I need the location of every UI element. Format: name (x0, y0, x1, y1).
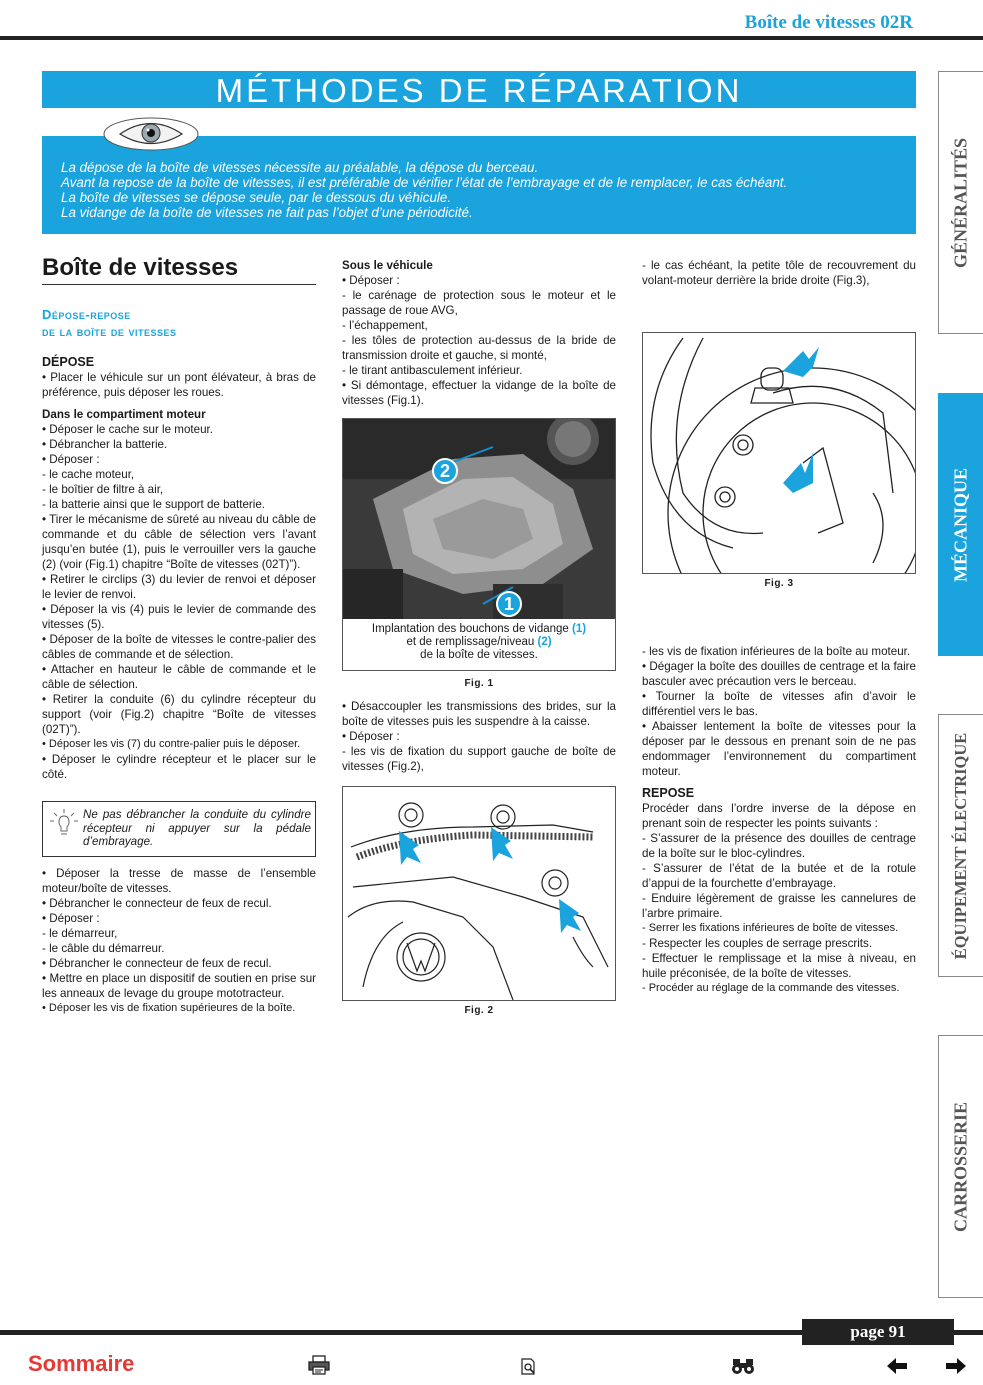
note-text: Ne pas débrancher la conduite du cylindre récepteur ni appuyer sur la pédale d’embrayage. (83, 808, 311, 848)
callout-1-label: 1 (503, 594, 514, 614)
paragraph: • Déposer le cylindre récepteur et le placer sur le côté. (42, 753, 316, 781)
figure-1-caption (343, 623, 615, 662)
column-1-bottom (42, 866, 316, 1016)
figure-2-label: Fig. 2 (464, 1005, 494, 1016)
paragraph: - les vis de fixation inférieures de la boîte au moteur. (642, 645, 911, 658)
column-3-top (642, 258, 916, 288)
paragraph: - S’assurer de la présence des douilles de centrage de la boîte sur le bloc-cylindres. (642, 832, 916, 860)
caption-text: et de remplissage/niveau (406, 636, 535, 648)
list-line: • Débrancher le connecteur de feux de recul. (42, 897, 272, 910)
list-line: • Déposer : (42, 453, 100, 466)
warning-note (42, 801, 316, 857)
list-line: • Débrancher la batterie. (42, 438, 168, 451)
column-1-top (42, 355, 316, 782)
list-line: - le cache moteur, (42, 468, 135, 481)
paragraph: • Déposer de la boîte de vitesses le contre-palier des câbles de commande et de sélection. (42, 633, 316, 661)
tab-label: GÉNÉRALITÉS (950, 137, 971, 268)
paragraph: • Placer le véhicule sur un pont élévateur, à bras de préférence, puis déposer les roues. (42, 371, 316, 399)
paragraph: • Tourner la boîte de vitesses afin d’avoir le différentiel vers le bas. (642, 690, 916, 718)
tab-carrosserie[interactable] (938, 1035, 983, 1298)
paragraph: • Mettre en place un dispositif de soutien en prise sur les anneaux de levage du groupe mototracteur. (42, 972, 316, 1000)
subtitle-line: de la boîte de vitesses (42, 324, 177, 339)
paragraph: • Abaisser lentement la boîte de vitesses pour la déposer par le dessous en prenant soin de ne pas endommager l’environnement du compartiment moteur. (642, 720, 916, 778)
gearbox-photo-image (343, 419, 615, 619)
figure-1-frame (342, 418, 616, 671)
callout-2-label: 2 (439, 461, 450, 481)
paragraph: • Retirer le circlips (3) du levier de renvoi et déposer le levier de renvoi. (42, 573, 316, 601)
intro-line: La vidange de la boîte de vitesses ne fait pas l’objet d’une périodicité. (61, 205, 473, 220)
list-line: • Déposer le cache sur le moteur. (42, 423, 213, 436)
paragraph: - les vis de fixation du support gauche de boîte de vitesses (Fig.2), (342, 745, 616, 773)
figure-3-frame (642, 332, 916, 574)
section-subtitle (42, 306, 176, 340)
section-title: Boîte de vitesses (42, 254, 316, 285)
binoculars-icon[interactable] (731, 1356, 755, 1376)
engine-bracket-drawing (343, 787, 615, 1000)
paragraph: - Respecter les couples de serrage prescrits. (642, 937, 873, 950)
subtitle-line: Dépose-repose (42, 307, 131, 322)
arrow-left-icon[interactable] (886, 1357, 908, 1375)
column-3-middle (642, 644, 916, 996)
paragraph: • Dégager la boîte des douilles de centrage et la faire basculer avec précaution vers le berceau. (642, 660, 916, 688)
tab-label: CARROSSERIE (950, 1101, 971, 1232)
paragraph: • Désaccoupler les transmissions des brides, sur la boîte de vitesses puis les suspendre à la caisse. (342, 700, 616, 728)
intro-line: La boîte de vitesses se dépose seule, par le dessous du véhicule. (61, 190, 452, 205)
eye-icon (102, 117, 200, 151)
list-line: • Déposer : (342, 730, 400, 743)
paragraph: • Attacher en hauteur le câble de commande et le câble de sélection. (42, 663, 316, 691)
column-2-middle (342, 699, 616, 774)
page-banner: MÉTHODES DE RÉPARATION (42, 71, 916, 108)
caption-marker-1: (1) (572, 623, 587, 635)
flywheel-cover-drawing (643, 333, 915, 573)
list-line: - la batterie ainsi que le support de batterie. (42, 498, 265, 511)
list-line: • Si démontage, effectuer la vidange de la boîte de vitesses (Fig.1). (342, 379, 616, 407)
lightbulb-icon (49, 808, 79, 838)
tab-generalites[interactable] (938, 71, 983, 334)
figure-2-frame (342, 786, 616, 1001)
depose-heading: DÉPOSE (42, 355, 95, 369)
intro-line: La dépose de la boîte de vitesses nécessite au préalable, la dépose du berceau. (61, 160, 539, 175)
list-line: - le tirant antibasculement inférieur. (342, 364, 523, 377)
list-line: - le carénage de protection sous le moteur et le passage de roue AVG, (342, 289, 616, 317)
figure-3-label: Fig. 3 (764, 578, 794, 589)
sommaire-link[interactable]: Sommaire (28, 1351, 135, 1376)
paragraph: • Déposer les vis (7) du contre-palier puis le déposer. (42, 738, 301, 750)
document-header-title: Boîte de vitesses 02R (744, 12, 913, 33)
paragraph: • Déposer la vis (4) puis le levier de commande des vitesses (5). (42, 603, 316, 631)
paragraph: - Effectuer le remplissage et la mise à niveau, en huile préconisée, de la boîte de vitesses. (642, 952, 916, 980)
figure-1-label: Fig. 1 (464, 678, 494, 689)
list-line: - le câble du démarreur. (42, 942, 165, 955)
caption-text: Implantation des bouchons de vidange (371, 623, 569, 635)
list-line: • Déposer : (342, 274, 400, 287)
list-line: - l’échappement, (342, 319, 428, 332)
paragraph: - Serrer les fixations inférieures de boîte de vitesses. (642, 922, 899, 934)
page-number: page 91 (802, 1319, 954, 1345)
paragraph: • Tirer le mécanisme de sûreté au niveau du câble de commande et du câble de sélection vers l’avant jusqu’en butée (1), puis le verrouiller vers la gauche (2) (voir (Fig.1) chapitre “Boîte de vitesses (02T)”). (42, 513, 316, 571)
list-line: • Débrancher le connecteur de feux de recul. (42, 957, 272, 970)
header-rule (0, 36, 983, 40)
document-search-icon[interactable] (520, 1358, 538, 1376)
arrow-right-icon[interactable] (945, 1357, 967, 1375)
caption-marker-2: (2) (537, 636, 552, 648)
paragraph: • Déposer la tresse de masse de l’ensemble moteur/boîte de vitesses. (42, 867, 316, 895)
column-2-top (342, 258, 616, 408)
paragraph: • Retirer la conduite (6) du cylindre récepteur du support (voir (Fig.2) chapitre “Boîte de vitesses (02T)”). (42, 693, 316, 736)
list-line: - le démarreur, (42, 927, 118, 940)
paragraph: - Enduire légèrement de graisse les cannelures de l’arbre primaire. (642, 892, 916, 920)
paragraph: - le cas échéant, la petite tôle de recouvrement du volant-moteur derrière la bride droite (Fig.3), (642, 259, 916, 287)
tab-equipement-electrique[interactable] (938, 714, 983, 977)
tab-label: MÉCANIQUE (950, 467, 971, 582)
repose-heading: REPOSE (642, 786, 695, 800)
list-line: • Déposer : (42, 912, 100, 925)
tab-mecanique[interactable] (938, 393, 983, 656)
tab-label: ÉQUIPEMENT ÉLECTRIQUE (951, 732, 970, 959)
paragraph: • Déposer les vis de fixation supérieures de la boîte. (42, 1002, 296, 1014)
caption-text: de la boîte de vitesses. (420, 649, 538, 661)
underbody-heading: Sous le véhicule (342, 259, 433, 272)
compartment-heading: Dans le compartiment moteur (42, 408, 206, 421)
intro-line: Avant la repose de la boîte de vitesses, il est préférable de vérifier l’état de l’embrayage et de le remplacer, le cas échéant. (61, 175, 788, 190)
paragraph: - S’assurer de l’état de la butée et de la rotule d’appui de la fourchette d’embrayage. (642, 862, 916, 890)
list-line: - le boîtier de filtre à air, (42, 483, 164, 496)
paragraph: Procéder dans l’ordre inverse de la dépose en prenant soin de respecter les points suivants : (642, 802, 916, 830)
list-line: - les tôles de protection au-dessus de la bride de transmission droite et gauche, si monté, (342, 334, 616, 362)
paragraph: - Procéder au réglage de la commande des vitesses. (642, 982, 900, 994)
print-icon[interactable] (308, 1355, 330, 1375)
